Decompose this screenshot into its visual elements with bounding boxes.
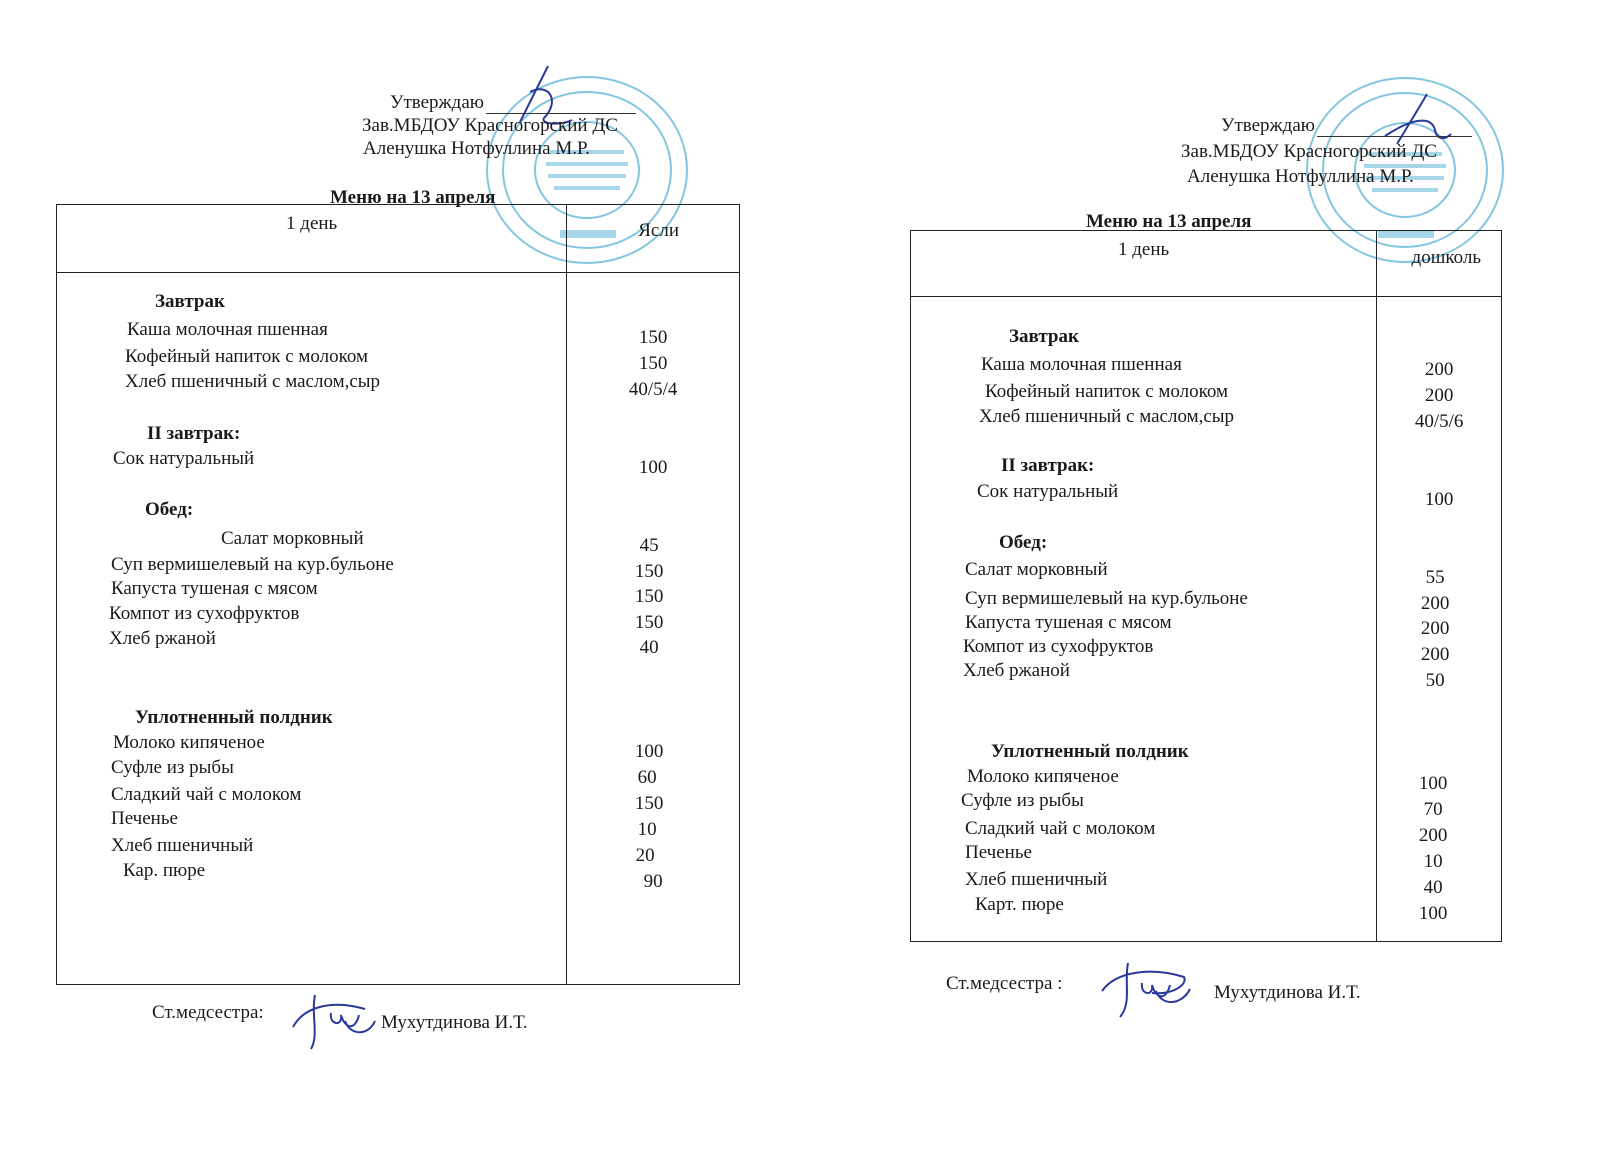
menu-item: Хлеб пшеничный с маслом,сыр (125, 371, 381, 392)
item-quantity: 70 (1423, 799, 1443, 820)
nurse-role: Ст.медсестра : (946, 973, 1063, 994)
item-quantity: 60 (637, 767, 657, 788)
menu-item: Каша молочная пшенная (981, 354, 1182, 375)
approval-label: Утверждаю (1221, 115, 1315, 136)
item-quantity: 200 (1424, 359, 1454, 380)
item-quantity: 150 (634, 561, 664, 582)
header-group: дошколь (1411, 247, 1481, 268)
menu-item: Суп вермишелевый на кур.бульоне (965, 588, 1248, 609)
quantities-cell (1377, 297, 1502, 942)
item-quantity: 150 (638, 353, 668, 374)
item-quantity: 40/5/4 (628, 379, 678, 400)
section-second-breakfast: II завтрак: (147, 423, 241, 444)
menu-item: Сладкий чай с молоком (111, 784, 302, 805)
signature-line (1317, 136, 1472, 137)
approval-name: Аленушка Нотфуллина М.Р. (363, 138, 590, 159)
section-lunch: Обед: (999, 532, 1048, 553)
approval-block-left (362, 91, 636, 160)
menu-item: Салат морковный (965, 559, 1108, 580)
menu-item: Компот из сухофруктов (109, 603, 300, 624)
quantities-cell (567, 273, 740, 985)
section-breakfast: Завтрак (155, 291, 225, 312)
item-quantity: 150 (634, 793, 664, 814)
nurse-name-right: Мухутдинова И.Т. (1214, 982, 1361, 1003)
item-quantity: 100 (1418, 903, 1448, 924)
nurse-role: Ст.медсестра: (152, 1002, 264, 1023)
header-day-cell (57, 205, 567, 273)
item-quantity: 150 (634, 586, 664, 607)
approval-label: Утверждаю (390, 92, 484, 113)
menu-item: Компот из сухофруктов (963, 636, 1154, 657)
item-quantity: 200 (1420, 593, 1450, 614)
item-quantity: 100 (634, 741, 664, 762)
header-group-cell (1377, 231, 1502, 297)
menu-item: Хлеб пшеничный (111, 835, 254, 856)
menu-item: Молоко кипяченое (113, 732, 265, 753)
menu-item: Сок натуральный (977, 481, 1119, 502)
item-quantity: 100 (638, 457, 668, 478)
item-quantity: 150 (634, 612, 664, 633)
menu-item: Сок натуральный (113, 448, 255, 469)
menu-item: Печенье (111, 808, 178, 829)
menu-item: Салат морковный (221, 528, 364, 549)
menu-table-right (910, 230, 1502, 942)
menu-item: Каша молочная пшенная (127, 319, 328, 340)
item-quantity: 200 (1420, 618, 1450, 639)
item-quantity: 40/5/6 (1414, 411, 1464, 432)
item-quantity: 55 (1425, 567, 1445, 588)
menu-item: Печенье (965, 842, 1032, 863)
header-group: Ясли (638, 220, 679, 241)
menu-item: Кофейный напиток с молоком (125, 346, 369, 367)
item-quantity: 10 (1423, 851, 1443, 872)
item-quantity: 200 (1418, 825, 1448, 846)
item-quantity: 20 (635, 845, 655, 866)
menu-item: Суфле из рыбы (111, 757, 234, 778)
approval-name: Аленушка Нотфуллина М.Р. (1187, 166, 1414, 187)
item-quantity: 100 (1424, 489, 1454, 510)
menu-table-left (56, 204, 740, 985)
nurse-signature-left (285, 985, 380, 1055)
item-quantity: 100 (1418, 773, 1448, 794)
menu-item: Хлеб пшеничный (965, 869, 1108, 890)
menu-item: Капуста тушеная с мясом (965, 612, 1172, 633)
approval-position: Зав.МБДОУ Красногорский ДС (362, 115, 618, 136)
item-quantity: 10 (637, 819, 657, 840)
menu-item: Хлеб ржаной (963, 660, 1070, 681)
item-quantity: 200 (1420, 644, 1450, 665)
items-cell (911, 297, 1377, 942)
item-quantity: 40 (1423, 877, 1443, 898)
menu-title-left: Меню на 13 апреля (330, 187, 496, 208)
item-quantity: 150 (638, 327, 668, 348)
items-cell (57, 273, 567, 985)
header-day: 1 день (1118, 239, 1170, 260)
nurse-footer-left (152, 1002, 264, 1024)
menu-item: Суфле из рыбы (961, 790, 1084, 811)
item-quantity: 50 (1425, 670, 1445, 691)
menu-title-right: Меню на 13 апреля (1086, 211, 1252, 232)
section-breakfast: Завтрак (1009, 326, 1079, 347)
item-quantity: 40 (639, 637, 659, 658)
menu-item: Кар. пюре (123, 860, 206, 881)
menu-item: Карт. пюре (975, 894, 1064, 915)
header-day: 1 день (286, 213, 338, 234)
section-second-breakfast: II завтрак: (1001, 455, 1095, 476)
section-snack: Уплотненный полдник (991, 741, 1189, 762)
menu-item: Хлеб пшеничный с маслом,сыр (979, 406, 1235, 427)
menu-item: Капуста тушеная с мясом (111, 578, 318, 599)
item-quantity: 200 (1424, 385, 1454, 406)
menu-item: Молоко кипяченое (967, 766, 1119, 787)
menu-item: Хлеб ржаной (109, 628, 216, 649)
approval-position: Зав.МБДОУ Красногорский ДС (1181, 141, 1437, 162)
menu-item: Сладкий чай с молоком (965, 818, 1156, 839)
menu-item: Кофейный напиток с молоком (985, 381, 1229, 402)
nurse-footer-right (946, 973, 1062, 995)
menu-item: Суп вермишелевый на кур.бульоне (111, 554, 394, 575)
nurse-name-left: Мухутдинова И.Т. (381, 1012, 528, 1033)
item-quantity: 90 (643, 871, 663, 892)
approval-block-right (1181, 114, 1472, 188)
nurse-signature-right (1092, 955, 1197, 1025)
header-day-cell (911, 231, 1377, 297)
header-group-cell (567, 205, 740, 273)
section-snack: Уплотненный полдник (135, 707, 333, 728)
section-lunch: Обед: (145, 499, 194, 520)
item-quantity: 45 (639, 535, 659, 556)
